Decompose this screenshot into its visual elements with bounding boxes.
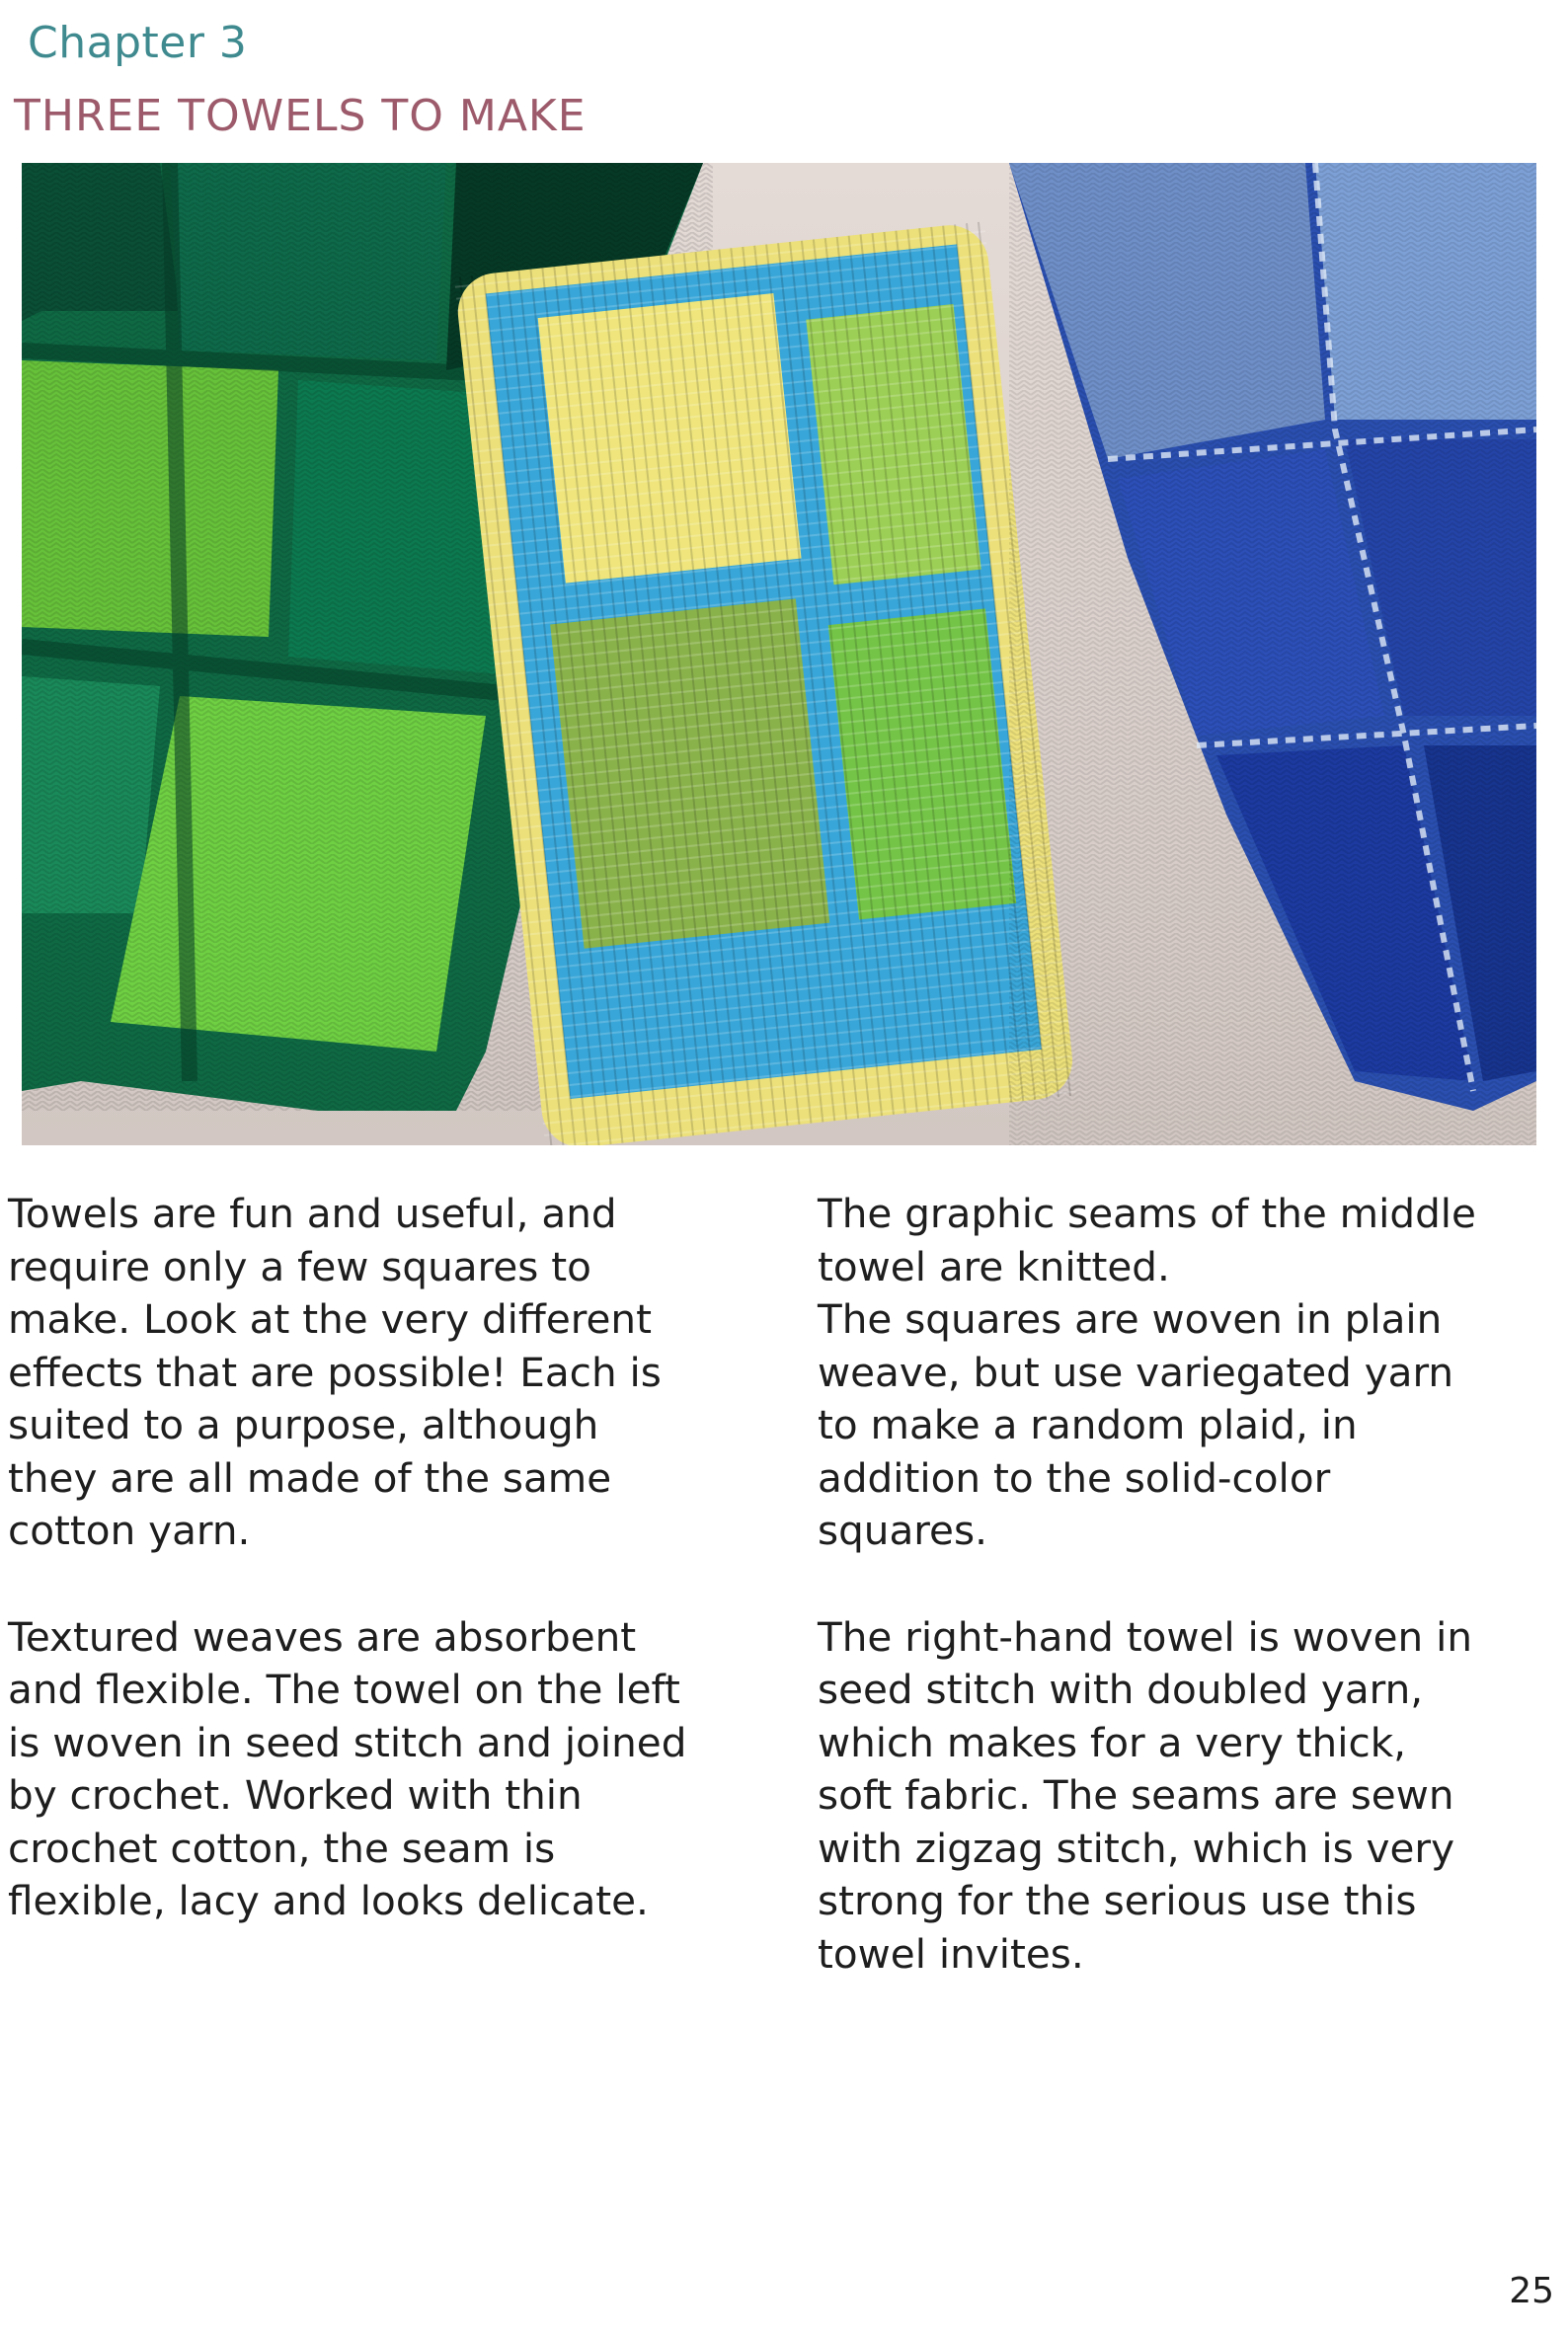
page-number: 25 <box>1509 2271 1554 2311</box>
paragraph: Textured weaves are absorbent and flexible. The towel on the left is woven in seed stitch and joined by crochet. Worked with thin crochet cotton, the seam is flexible, lacy and looks delicate. <box>8 1612 687 1924</box>
paragraph: The right-hand towel is woven in seed stitch with doubled yarn, which makes for a very thick, soft fabric. The seams are sewn with zigzag stitch, which is very strong for the serious use this towel invites. <box>818 1612 1473 1978</box>
paragraph: Towels are fun and useful, and require only a few squares to make. Look at the very different effects that are possible! Each is suited to a purpose, although they are all made of the same cotton yarn. <box>8 1190 662 1554</box>
middle-towel <box>454 221 1076 1145</box>
text-column-right <box>818 1188 1568 2034</box>
chapter-label: Chapter 3 <box>28 18 248 68</box>
text-column-left <box>8 1188 768 1982</box>
blue-towel <box>1009 163 1536 1145</box>
towels-photo <box>22 163 1536 1145</box>
chapter-title: THREE TOWELS TO MAKE <box>14 91 587 141</box>
paragraph: The graphic seams of the middle towel are knitted. The squares are woven in plain weave, but use variegated yarn to make a random plaid, in addition to the solid-color squares. <box>818 1190 1476 1554</box>
